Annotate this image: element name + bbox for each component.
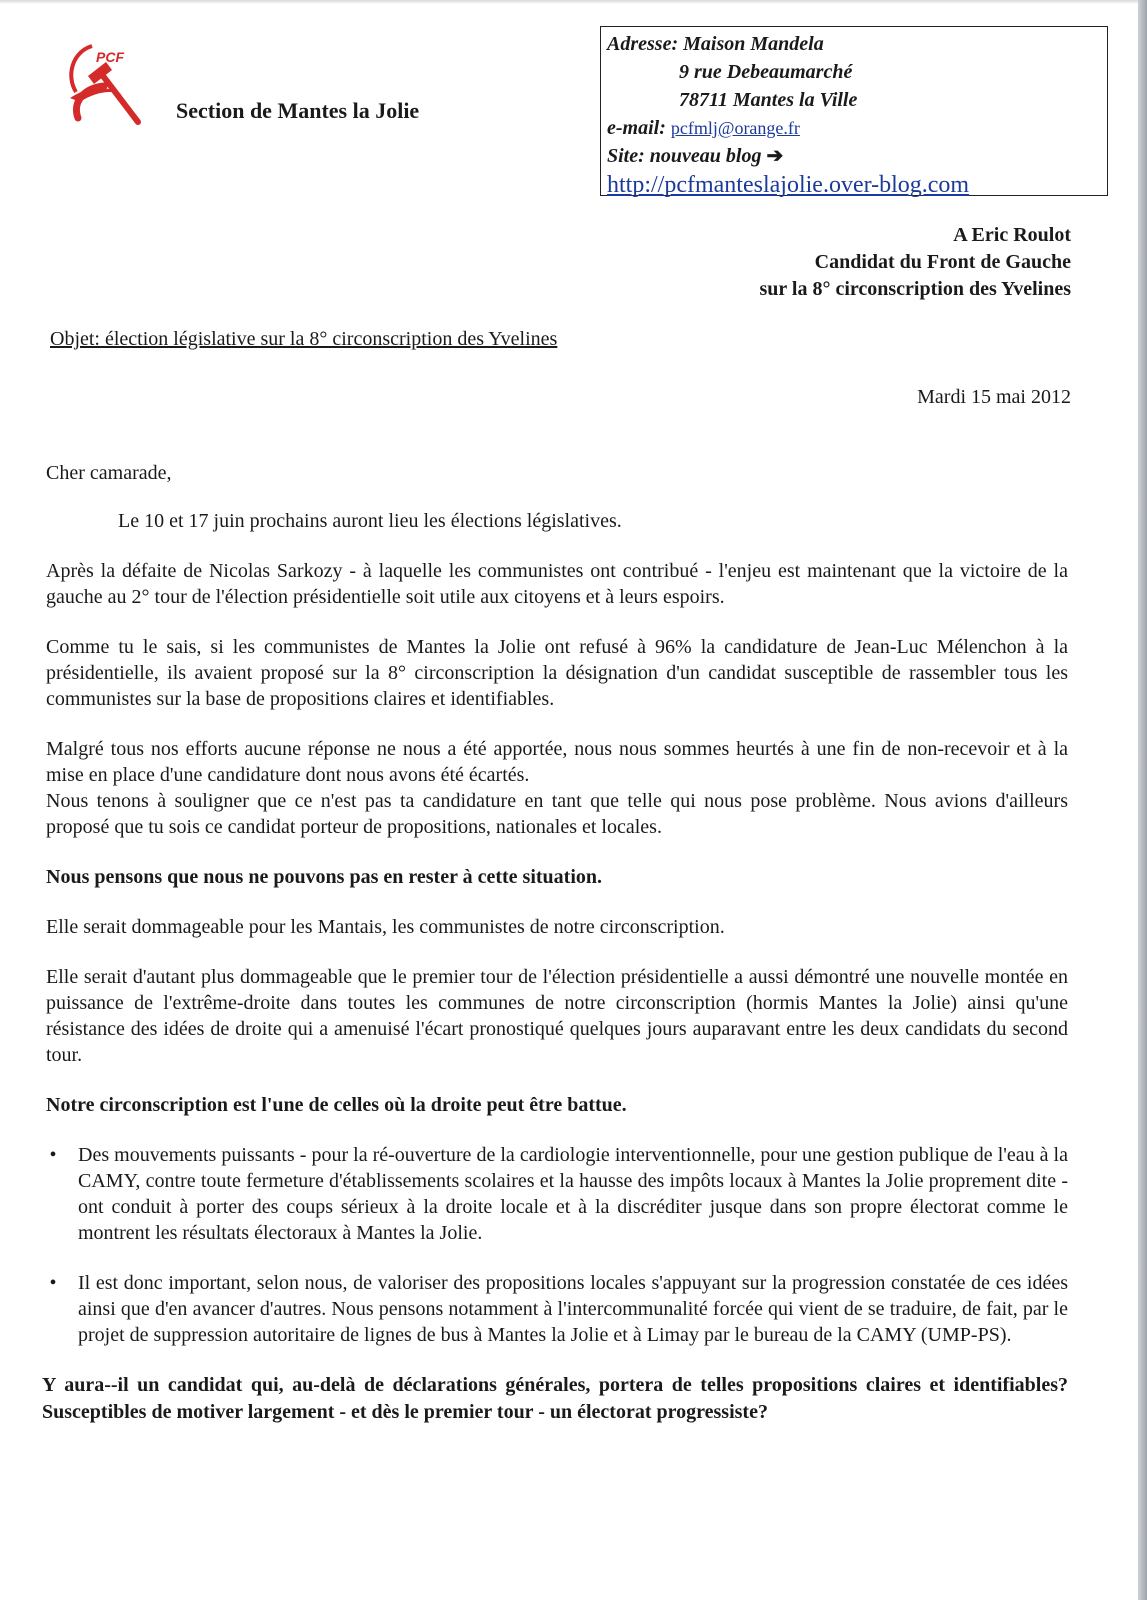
greeting: Cher camarade, [46,462,172,484]
email-link[interactable]: pcfmlj@orange.fr [670,118,800,138]
arrow-right-icon: ➔ [766,145,784,167]
paragraph-5: Elle serait dommageable pour les Mantais, les communistes de notre circonscription. [46,916,725,938]
pcf-logo [58,36,158,128]
paragraph-6: Elle serait d'autant plus dommageable que le premier tour de l'élection présidentielle a aussi démontré une nouvelle montée en puissance de l'extrême-droite dans toutes les communes de notre circonscription (hormis Mantes la Jolie) ainsi qu'une résistance des idées de droite qui a amenuisé l'écart pronostiqué quelques jours auparavant entre les deux candidats du second tour. [46,966,1068,1066]
recipient-constituency: sur la 8° circonscription des Yvelines [759,278,1071,300]
paragraph-4b: Nous tenons à souligner que ce n'est pas ta candidature en tant que telle qui nous pose problème. Nous avions d'ailleurs proposé que tu sois ce candidat porteur de propositions, nationales et locales. [46,790,1068,838]
paragraph-4a: Malgré tous nos efforts aucune réponse ne nous a été apportée, nous nous sommes heurtés à une fin de non-recevoir et à la mise en place d'une candidature dont nous avons été écartés. [46,738,1068,786]
recipient-name: A Eric Roulot [953,224,1071,246]
section-title: Section de Mantes la Jolie [176,98,420,123]
site-label: Site: nouveau blog [607,145,762,167]
letter-date: Mardi 15 mai 2012 [917,386,1071,408]
recipient-block [759,222,1071,303]
paragraph-1: Le 10 et 17 juin prochains auront lieu les élections législatives. [118,510,622,532]
address-box [600,26,1108,196]
letter-body [42,460,1068,1450]
blog-url-link[interactable]: http://pcfmanteslajolie.over-blog.com [607,172,970,198]
recipient-role: Candidat du Front de Gauche [814,251,1071,273]
address-street: 9 rue Debeaumarché [679,61,853,83]
email-row [607,114,1101,142]
letter-object: Objet: élection législative sur la 8° circonscription des Yvelines [50,328,558,350]
bullet-icon: • [49,1272,57,1294]
bullet-text: Il est donc important, selon nous, de valoriser des propositions locales s'appuyant sur la progression constatée de ces idées ainsi que d'en avancer d'autres. Nous pensons notamment à l'intercommunalité forcée qui vient de se traduire, de fait, par le projet de suppression autoritaire de lignes de bus à Mantes la Jolie et à Limay par le bureau de la CAMY (UMP-PS). [78,1272,1068,1346]
address-city: 78711 Mantes la Ville [679,89,858,111]
bold-statement-1: Nous pensons que nous ne pouvons pas en rester à cette situation. [46,866,603,888]
scan-edge-top [0,0,1147,4]
list-item [46,1142,1068,1246]
bullet-text: Des mouvements puissants - pour la ré-ouverture de la cardiologie interventionnelle, pour une gestion publique de l'eau à la CAMY, contre toute fermeture d'établissements scolaires et la hausse des impôts locaux à Mantes la Jolie proprement dite - ont conduit à porter des coups sérieux à la droite locale et à la discréditer jusque dans son propre électorat comme le montrent les résultats électoraux à Mantes la Jolie. [78,1144,1068,1244]
scan-edge-right [1138,0,1147,1600]
closing-question: Y aura--il un candidat qui, au-delà de déclarations générales, portera de telles propositions claires et identifiables? Susceptibles de motiver largement - et dès le premier tour - un électorat progressiste? [42,1374,1068,1423]
site-row [607,142,1101,170]
paragraph-2: Après la défaite de Nicolas Sarkozy - à laquelle les communistes ont contribué - l'enjeu est maintenant que la victoire de la gauche au 2° tour de l'élection présidentielle soit utile aux citoyens et à leurs espoirs. [46,560,1068,608]
address-label: Adresse: Maison Mandela [607,33,824,55]
bold-statement-2: Notre circonscription est l'une de celles où la droite peut être battue. [46,1094,627,1116]
bullet-icon: • [49,1144,57,1166]
paragraph-3: Comme tu le sais, si les communistes de Mantes la Jolie ont refusé à 96% la candidature de Jean-Luc Mélenchon à la présidentielle, ils avaient proposé sur la 8° circonscription la désignation d'un candidat susceptible de rassembler tous les communistes sur la base de propositions claires et identifiables. [46,636,1068,710]
email-label: e-mail: [607,117,666,139]
list-item [46,1270,1068,1348]
logo-text: PCF [96,49,124,65]
hammer-sickle-icon [58,36,158,128]
bullet-list [46,1142,1068,1348]
